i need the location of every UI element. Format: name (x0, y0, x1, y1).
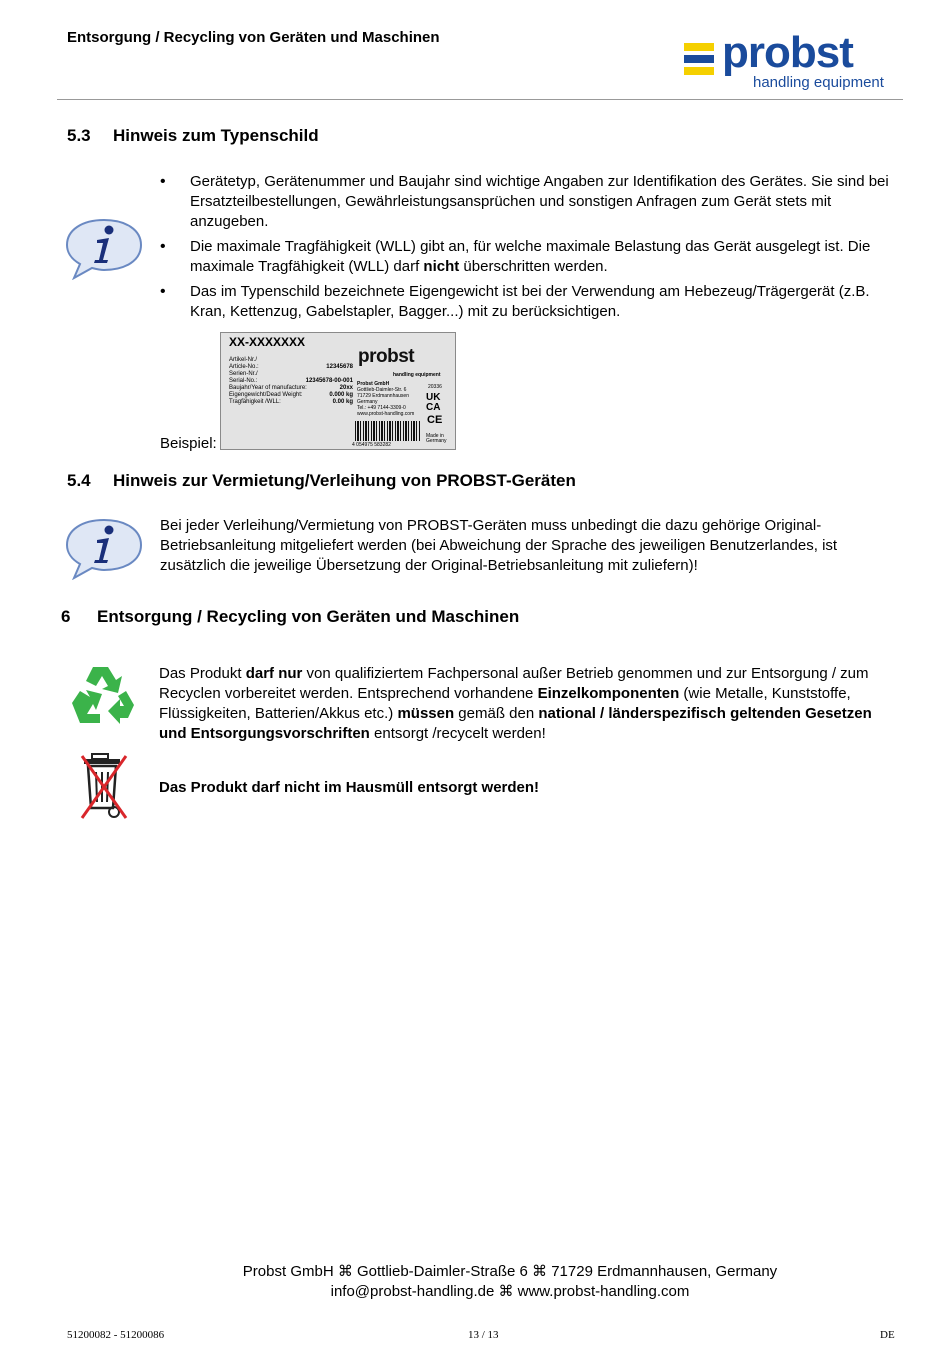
text-run: gemäß den (454, 705, 539, 722)
plate-number: 20336 (428, 384, 442, 390)
plate-value: 0.00 kg (332, 399, 353, 405)
type-plate-image (220, 332, 456, 450)
typeplate-bullet-list (160, 172, 890, 327)
header-title: Entsorgung / Recycling von Geräten und Maschinen (67, 29, 440, 46)
emphasis-text: Einzelkomponenten (537, 685, 680, 702)
plate-field: Artikel-Nr./ (229, 357, 258, 363)
household-waste-warning: Das Produkt darf nicht im Hausmüll entsorgt werden! (159, 779, 540, 796)
plate-value: 12345678 (326, 364, 353, 370)
text-run: Das Produkt (159, 665, 246, 682)
section-title: Hinweis zur Vermietung/Verleihung von PROBST-Geräten (113, 471, 576, 490)
plate-field: Tragfähigkeit /WLL: (229, 399, 281, 405)
barcode-number: 4 054975 583282 (352, 442, 391, 448)
emphasis-text: national / länderspezifisch geltenden Gesetzen und Entsorgungsvorschriften (159, 705, 872, 742)
list-item: • Das im Typenschild bezeichnete Eigengewicht ist bei der Verwendung am Hebezeug/Trägergerät (z.B. Kran, Kettenzug, Gabelstapler, Bagger...) mit zu berücksichtigen. (160, 282, 890, 322)
recycle-icon (66, 661, 142, 731)
plate-address (357, 381, 417, 417)
section-heading-5-4 (67, 471, 576, 491)
info-icon (64, 216, 144, 280)
crossed-bin-icon (80, 752, 130, 822)
info-icon (64, 516, 144, 580)
section-heading-5-3 (67, 126, 319, 146)
plate-field: Serial-No.: (229, 378, 258, 384)
address-line: Germany (357, 399, 378, 405)
address-line: Tel.: +49 7144-3309-0 (357, 405, 406, 411)
disposal-paragraph (159, 664, 899, 744)
section-title: Entsorgung / Recycling von Geräten und Maschinen (97, 607, 520, 626)
rental-notice-text: Bei jeder Verleihung/Vermietung von PROBST-Geräten muss unbedingt die dazu gehörige Original-Betriebsanleitung mitgeliefert werden (bei Abweichung der Sprache des jeweiligen Benutzerlandes, ist zusätzlich die jeweilige Übersetzung der Original-Betriebsanleitung mit zuliefern)! (160, 517, 838, 574)
plate-value (281, 371, 353, 378)
made-in-line: Germany (426, 438, 447, 444)
address-line: Probst GmbH (357, 381, 390, 387)
section-title: Hinweis zum Typenschild (113, 126, 319, 145)
address-line: Gottlieb-Daimler-Str. 6 (357, 387, 407, 393)
probst-logo (684, 28, 899, 94)
plate-field: Article-No.: (229, 364, 259, 370)
plate-value: 12345678-00-001 (305, 378, 353, 384)
footer-line: Probst GmbH ⌘ Gottlieb-Daimler-Straße 6 ⌘ 71729 Erdmannhausen, Germany (242, 1263, 778, 1280)
ukca-mark (426, 393, 440, 413)
section-number: 5.4 (67, 471, 91, 490)
document-number: 51200082 - 51200086 (67, 1329, 165, 1341)
page-number: 13 / 13 (468, 1329, 499, 1341)
address-line: 71729 Erdmannhausen (357, 393, 409, 399)
barcode-icon (355, 421, 421, 441)
plate-value: 20xx (339, 385, 353, 391)
header-divider (57, 99, 903, 100)
emphasis-text: müssen (397, 705, 455, 722)
text-run: entsorgt /recycelt werden! (369, 725, 546, 742)
plate-field: Baujahr/Year of manufacture: (229, 385, 307, 391)
address-line: www.probst-handling.com (357, 411, 415, 417)
list-item: • Gerätetyp, Gerätenummer und Baujahr sind wichtige Angaben zur Identifikation des Gerätes. Sie sind bei Ersatzteilbestellungen, Gewährleistungsansprüchen und sonstigen Anfragen zum Gerät stets mit anzugeben. (160, 172, 890, 232)
list-item-text: Die maximale Tragfähigkeit (WLL) gibt an, für welche maximale Belastung das Gerät ausgelegt ist. Die maximale Tragfähigkeit (WLL) darf (190, 238, 871, 275)
section-number: 6 (61, 607, 71, 626)
logo-word: probst (722, 28, 853, 77)
logo-subtitle: handling equipment (753, 74, 884, 91)
example-label: Beispiel: (160, 435, 217, 452)
plate-field: Serien-Nr./ (229, 371, 258, 377)
ukca-line: UK (426, 392, 441, 403)
plate-value (281, 357, 353, 364)
section-heading-6 (61, 607, 519, 627)
plate-logo-sub: handling equipment (393, 372, 441, 378)
emphasis-text: nicht (423, 258, 460, 275)
plate-code: XX-XXXXXXX (229, 335, 306, 349)
text-run: (wie Metalle, Kunststoffe, Flüssigkeiten, Batterien/Akkus etc.) (159, 685, 851, 722)
language-code: DE (880, 1329, 895, 1341)
list-item-text: überschritten werden. (459, 258, 608, 275)
plate-logo: probst (358, 346, 415, 367)
plate-field: Eigengewicht/Dead Weight: (229, 392, 303, 398)
emphasis-text: darf nur (245, 665, 303, 682)
made-in-label (426, 434, 447, 444)
list-item (160, 237, 890, 277)
section-number: 5.3 (67, 126, 91, 145)
footer-address (0, 1262, 950, 1302)
ukca-line: CA (426, 402, 441, 413)
logo-bars-icon (684, 43, 714, 79)
made-in-line: Made in (426, 433, 444, 439)
plate-values (281, 357, 353, 406)
footer-line: info@probst-handling.de ⌘ www.probst-handling.com (330, 1283, 690, 1300)
text-run: von qualifiziertem Fachpersonal außer Betrieb genommen und zur Entsorgung / zum Recyclen vorbereitet werden. Entsprechend vorhandene (159, 665, 869, 702)
plate-value: 0.000 kg (329, 392, 353, 398)
ce-mark: CE (427, 414, 443, 426)
